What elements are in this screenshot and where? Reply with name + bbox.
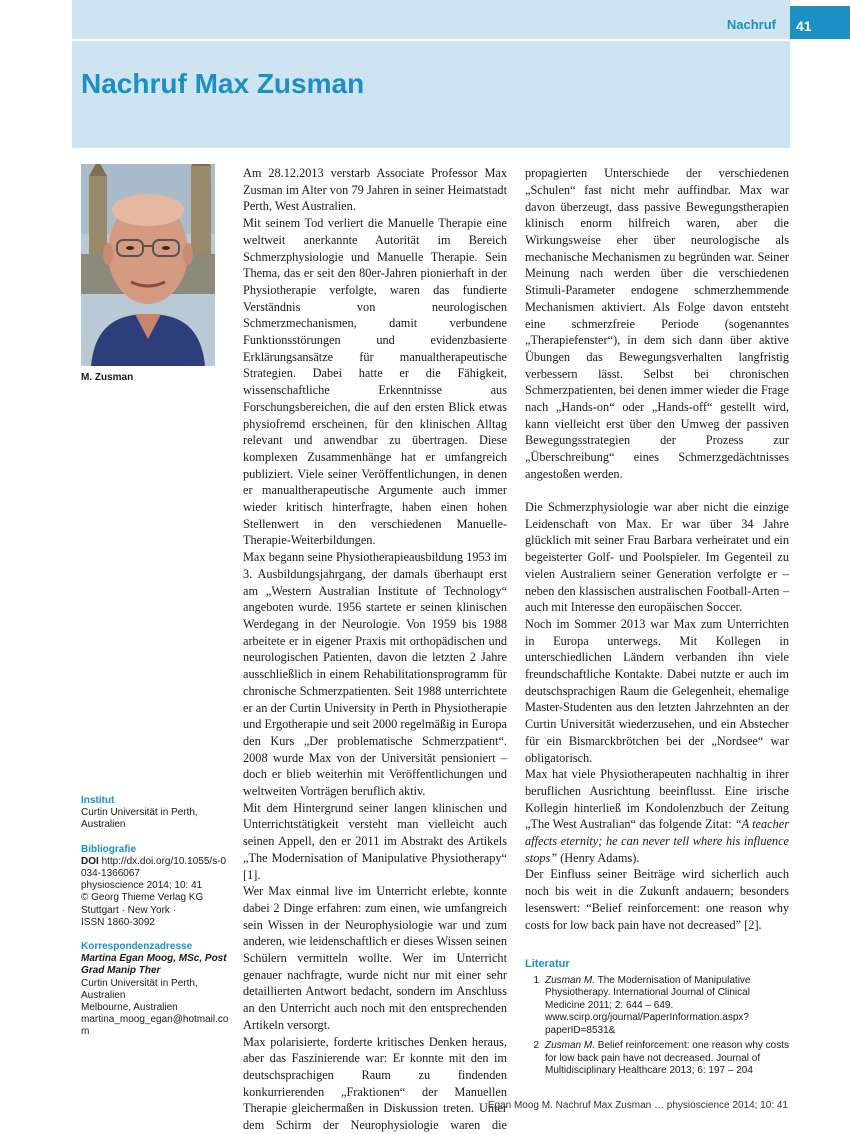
doi-link[interactable]: http://dx.doi.org/10.1055/s-0034-1366067	[81, 855, 227, 880]
body-paragraph: Wer Max einmal live im Unterricht erlebte, konnte dabei 2 Dinge erfahren: zum einen, wie umfangreich sein Wissen in der Neurophysiologie war und zum anderen, wie leidenschaftlich er dieses Wissen seinen Schülern vermitteln wollte. Wer im Unterricht genauer nachfragte, wurde nicht nur mit einer sehr detaillierten Antwort bedacht, sondern im Anschluss an den Unterricht auch noch mit den entsprechenden Artikeln versorgt.	[243, 884, 507, 1032]
portrait-image	[81, 164, 215, 366]
institut-text: Curtin Universität in Perth, Australien	[81, 807, 198, 831]
quote-text: “A teacher affects eternity; he can never tell where his influence stops”	[525, 817, 789, 865]
body-paragraph: Mit seinem Tod verliert die Manuelle Therapie eine weltweit anerkannte Autorität im Bereich Schmerzphysiologie und Manuelle Therapie. Sein Thema, das er seit den 80er-Jahren pionierhaft in der Physiotherapie verfolgte, waren das fundierte Verständnis von neurologischen Schmerzmechanismen, damit verbundene Funktionsstörungen und evidenzbasierte Erklärungsansätze für manualtherapeutische Strategien. Dabei hatte er die Fähigkeit, wissenschaftliche Erkenntnisse aus Forschungsbereichen, die auf den ersten Blick etwas physiofremd erscheinen, für den klinischen Alltag relevant und anwendbar zu übertragen. Diese komplexen Zusammenhänge hat er umfangreich publiziert. Viele seiner Veröffentlichungen, in denen er manualtherapeutische Argumente auch immer wieder kritisch hinterfragte, haben einen hohen Stellenwert in den verschiedenen Manuelle-Therapie-Weiterbildungen.	[243, 216, 507, 548]
reference-body: The Modernisation of Manipulative Physiotherapy. International Journal of Clinical Medicine 2011; 2: 644 – 649. www.scirp.org/journal/PaperInformation.aspx?paperID=8531&	[545, 974, 751, 1036]
body-paragraph	[525, 766, 789, 866]
reference-item	[525, 975, 789, 1038]
body-paragraph-continued	[525, 165, 789, 499]
reference-item	[525, 1040, 789, 1078]
reference-author: Zusman M.	[545, 1040, 596, 1051]
body-paragraph: Die Schmerzphysiologie war aber nicht die einzige Leidenschaft von Max. Er war über 34 Jahre glücklich mit seiner Frau Barbara verheiratet und ein begeisterter Golf- und Poolspieler. Im Gegenteil zu vielen Australiern seiner Generation verfolgte er – neben den klassischen australischen Football-Arten – auch mit Interesse den europäischen Soccer.	[525, 500, 789, 615]
body-column-1	[243, 165, 507, 1134]
section-label: Nachruf	[726, 17, 776, 32]
body-text: Max polarisierte, forderte kritisches Denken heraus, aber das Faszinierende war: Er konnte mit den im deutschsprachigen Raum zu findenden konkurrierenden „Fraktionen“ der Manuellen Therapie gleichermaßen in Diskussion treten. Unter dem Schirm der Neurophysiologie waren die	[243, 1034, 507, 1133]
institut-heading: Institut	[81, 795, 115, 806]
page-title: Nachruf Max Zusman	[81, 68, 365, 99]
reference-number: 1	[533, 974, 539, 986]
body-paragraph: Am 28.12.2013 verstarb Associate Professor Max Zusman im Alter von 79 Jahren in seiner Heimatstadt Perth, West Australien.	[243, 166, 507, 214]
doi-label: DOI	[81, 855, 99, 867]
body-text-continued: propagierten Unterschiede der verschiedenen „Schulen“ fast nicht mehr auffindbar. Max war davon überzeugt, dass passive Bewegungstherapien klinisch enorm hilfreich waren, aber die Wirkungsweise eher über neurologische als mechanische Mechanismen zu begründen war. Seiner Meinung nach werden über die verschiedenen Stimuli-Parameter endogene schmerzhemmende Mechanismen aktiviert. Als Folge davon entsteht eine schmerzfreie Periode (sogenanntes „Therapiefenster“), in dem sich dann über aktive Übungen das Bewegungsverhalten langfristig verbessern lässt. Selbst bei chronischen Schmerzpatienten, bei denen immer wieder die Frage nach „Hands-on“ oder „Hands-off“ gestellt wird, kann vielleicht erst über den Umweg der passiven Bewegungsstrategien der Prozess zur „Überschreibung“ eines Schmerzgedächtnisses angestoßen werden.	[525, 166, 789, 481]
literature-section	[525, 958, 789, 1081]
quote-intro: Max hat viele Physiotherapeuten nachhaltig in ihrer beruflichen Ausrichtung beeinflusst. Eine irische Kollegin hinterließ im Kondolenzbuch der Zeitung „The West Australian“ das folgende Zitat:	[525, 767, 789, 832]
contact-block	[81, 941, 231, 1039]
photo-caption: M. Zusman	[81, 372, 134, 383]
contact-line1: Curtin Universität in Perth, Australien	[81, 977, 198, 1001]
contact-name: Martina Egan Moog, MSc, Post Grad Manip Ther	[81, 953, 227, 977]
body-paragraph: Max begann seine Physiotherapieausbildung 1953 im 3. Ausbildungsjahrgang, der damals überhaupt erst am „Western Australian Institute of Technology“ angeboten wurde. 1956 startete er seinen klinischen Werdegang in der Neurologie. Von 1959 bis 1988 arbeitete er in eigener Praxis mit orthopädischen und neurologischen Patienten, davon die letzten 2 Jahre ausschließlich in einem Rehabilitationsprogramm für chronische Schmerzpatienten. Seit 1988 unterrichtete er an der Curtin University in Perth in Physiotherapie und Ergotherapie und seit 2000 regelmäßig in Europa den Kurs „Der problematische Schmerzpatient“. 2008 wurde Max von der Universität pensioniert – doch er blieb weiterhin mit Veröffentlichungen und weltweiten Vorträgen beruflich aktiv.	[243, 550, 507, 799]
body-paragraph: Der Einfluss seiner Beiträge wird sicherlich auch noch bis weit in die Zukunft andauern; besonders lesenswert: “Belief reinforcement: one reason why costs for low back pain have not decreased” [2].	[525, 867, 789, 932]
bibliografie-block	[81, 844, 231, 929]
contact-line2: Melbourne, Australien	[81, 1002, 178, 1014]
bibliografie-heading: Bibliografie	[81, 843, 137, 855]
body-paragraph-split	[243, 1034, 507, 1134]
portrait-photo	[81, 164, 215, 366]
reference-author: Zusman M.	[545, 974, 596, 986]
reference-number: 2	[533, 1040, 539, 1051]
contact-heading: Korrespondenzadresse	[81, 941, 193, 953]
reference-body: Belief reinforcement: one reason why costs for low back pain have not decreased. Journal of Multidisciplinary Healthcare 2013; 6: 197 – 204	[545, 1040, 789, 1076]
reference-text	[545, 975, 789, 1038]
header-divider	[72, 39, 790, 41]
page-number: 41	[790, 6, 850, 39]
literature-heading: Literatur	[525, 958, 570, 970]
contact-email[interactable]: martina_moog_egan@hotmail.com	[81, 1014, 229, 1038]
body-paragraph: Noch im Sommer 2013 war Max zum Unterrichten in Europa unterwegs. Mit Kollegen in unterschiedlichen Ländern verbanden ihn viele freundschaftliche Kontakte. Dabei nutzte er auch im deutschsprachigen Raum die Gelegenheit, ehemalige Master-Studenten aus den letzten Jahrzehnten an der Curtin Universität wiederzusehen, und ein Abstecher für ein Bismarckbrötchen bei der „Nordsee“ war obligatorisch.	[525, 616, 789, 765]
reference-text	[545, 1040, 789, 1078]
publisher-place: Stuttgart · New York ·	[81, 904, 177, 916]
body-paragraph: Mit dem Hintergrund seiner langen klinischen und Unterrichtstätigkeit versteht man vielleicht auch seinen Appell, den er 2011 im Abstrakt des Artikels „The Modernisation of Manipulative Physiotherapy“ [1].	[243, 800, 507, 882]
doi-line	[81, 856, 231, 880]
copyright: © Georg Thieme Verlag KG	[81, 892, 204, 904]
quote-source: (Henry Adams).	[557, 850, 640, 865]
institut-block	[81, 795, 231, 832]
issn: ISSN 1860-3092	[81, 916, 155, 928]
page-footer: Egan Moog M. Nachruf Max Zusman … physioscience 2014; 10: 41	[487, 1100, 788, 1111]
body-column-2	[525, 165, 789, 933]
citation: physioscience 2014; 10: 41	[81, 880, 203, 892]
article-sidebar	[81, 795, 231, 1051]
